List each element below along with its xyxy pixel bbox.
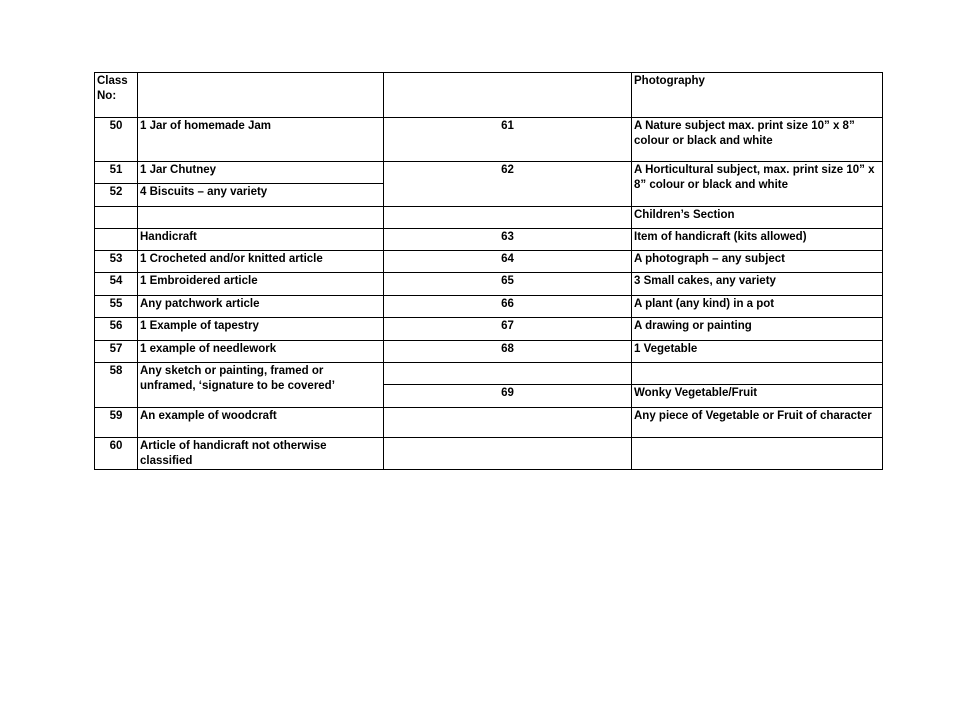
item-description: A plant (any kind) in a pot [632,296,883,318]
class-no-header: Class No: [95,73,138,118]
table-row [95,229,883,251]
item-text: 4 Biscuits – any variety [138,184,384,207]
table-row [95,318,883,341]
class-number: 54 [95,273,138,296]
table-row [95,118,883,162]
table-row [95,251,883,273]
empty-cell [95,229,138,251]
class-number-right: 69 [384,385,632,408]
class-number: 60 [95,438,138,470]
table-row [95,273,883,296]
item-text: Any patchwork article [138,296,384,318]
item-description: Any piece of Vegetable or Fruit of character [632,408,883,438]
empty-cell [95,207,138,229]
item-description: 3 Small cakes, any variety [632,273,883,296]
table-row [95,341,883,363]
item-description: A Nature subject max. print size 10” x 8” colour or black and white [632,118,883,162]
class-number: 59 [95,408,138,438]
class-number-right: 61 [384,118,632,162]
item-text: 1 Example of tapestry [138,318,384,341]
table-row [95,438,883,470]
empty-cell [384,363,632,385]
item-description: 1 Vegetable [632,341,883,363]
class-number: 51 [95,162,138,184]
class-number-right: 65 [384,273,632,296]
table-header-row [95,73,883,118]
table-row [95,162,883,184]
table-row [95,408,883,438]
empty-cell [138,207,384,229]
empty-cell [384,73,632,118]
class-number: 57 [95,341,138,363]
photography-header: Photography [632,73,883,118]
class-number: 50 [95,118,138,162]
empty-cell [384,207,632,229]
empty-cell [632,438,883,470]
empty-cell [384,438,632,470]
show-schedule-table [94,72,883,470]
table-row [95,363,883,385]
item-description: Wonky Vegetable/Fruit [632,385,883,408]
item-text: 1 Jar Chutney [138,162,384,184]
table-row [95,207,883,229]
empty-cell [632,363,883,385]
item-text: 1 Crocheted and/or knitted article [138,251,384,273]
item-text: 1 Embroidered article [138,273,384,296]
class-number-right: 67 [384,318,632,341]
class-number-right: 62 [384,162,632,207]
item-text: Any sketch or painting, framed or unframed, ‘signature to be covered’ [138,363,384,408]
section-heading: Handicraft [138,229,384,251]
class-number: 58 [95,363,138,408]
item-text: An example of woodcraft [138,408,384,438]
class-number: 55 [95,296,138,318]
table-row [95,296,883,318]
empty-cell [138,73,384,118]
class-number-right: 64 [384,251,632,273]
item-text: Article of handicraft not otherwise classified [138,438,384,470]
class-number: 56 [95,318,138,341]
class-number-right: 63 [384,229,632,251]
class-number-right: 68 [384,341,632,363]
class-number-right: 66 [384,296,632,318]
item-description: A Horticultural subject, max. print size 10” x 8” colour or black and white [632,162,883,207]
class-number: 53 [95,251,138,273]
item-description: A photograph – any subject [632,251,883,273]
section-heading: Children’s Section [632,207,883,229]
class-number: 52 [95,184,138,207]
empty-cell [384,408,632,438]
item-text: 1 example of needlework [138,341,384,363]
item-description: Item of handicraft (kits allowed) [632,229,883,251]
item-description: A drawing or painting [632,318,883,341]
item-text: 1 Jar of homemade Jam [138,118,384,162]
